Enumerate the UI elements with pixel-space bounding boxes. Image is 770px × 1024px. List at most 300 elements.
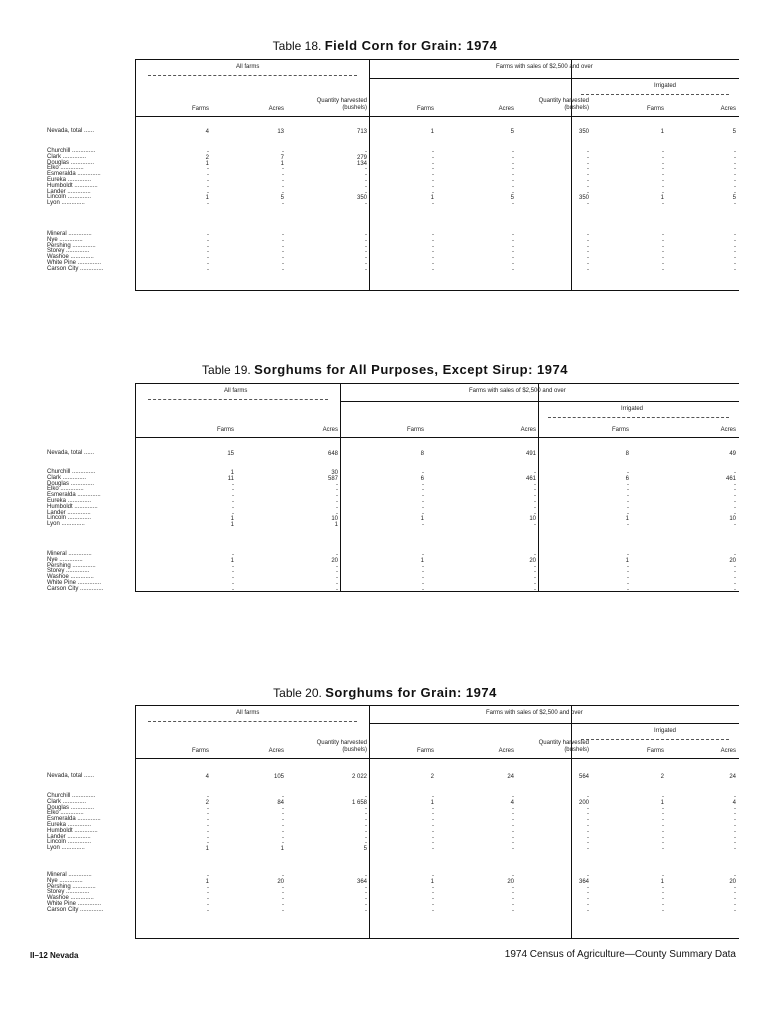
- t19-cell: -: [627, 487, 629, 494]
- t20-cell: -: [587, 817, 589, 824]
- t20-cell: -: [207, 828, 209, 835]
- t20-cell: -: [432, 840, 434, 847]
- t19-cell: -: [422, 522, 424, 529]
- t19-group-irrigated-rule: [548, 417, 729, 418]
- t18-cell: -: [587, 189, 589, 196]
- t18-col-header: Quantity harvested (bushels): [538, 98, 589, 111]
- t20-cell: -: [662, 907, 664, 914]
- row-label-esmeralda: Esmeralda ..............: [47, 816, 101, 823]
- t18-cell: -: [734, 249, 736, 256]
- t18-cell: 1: [280, 160, 284, 167]
- t20-cell: -: [207, 884, 209, 891]
- table-19: [135, 383, 739, 592]
- t20-cell: -: [282, 811, 284, 818]
- t19-cell: -: [734, 522, 736, 529]
- t19-cell: -: [627, 569, 629, 576]
- row-label-eureka: Eureka ..............: [47, 177, 92, 183]
- row-label-lyon: Lyon ..............: [47, 845, 85, 852]
- t20-cell: -: [734, 907, 736, 914]
- t20-cell: -: [512, 823, 514, 829]
- t18-cell: -: [662, 232, 664, 238]
- table-20-name: Sorghums for Grain: 1974: [325, 685, 497, 700]
- t20-cell: -: [734, 840, 736, 847]
- t20-cell: -: [282, 884, 284, 891]
- row-label-clark: Clark ..............: [47, 474, 87, 481]
- t18-group-irrigated: Irrigated: [654, 83, 677, 89]
- t19-cell: -: [336, 510, 338, 517]
- t19-cell: -: [734, 499, 736, 505]
- t18-cell: 7: [280, 154, 284, 161]
- t20-cell: 2: [205, 799, 209, 806]
- row-label-lander: Lander ..............: [47, 509, 91, 516]
- t18-cell: -: [512, 154, 514, 161]
- row-label-mineral: Mineral ..............: [47, 231, 92, 237]
- t18-cell: -: [282, 249, 284, 256]
- t19-cell: 20: [729, 557, 736, 564]
- t20-cell: -: [365, 828, 367, 835]
- t20-cell: -: [512, 846, 514, 853]
- t20-cell: -: [587, 902, 589, 908]
- t18-cell: -: [662, 201, 664, 208]
- t19-cell: -: [422, 499, 424, 505]
- t18-cell: -: [432, 154, 434, 161]
- t18-col-header: Farms: [192, 106, 209, 112]
- t20-cell: -: [662, 794, 664, 800]
- t20-cell: -: [365, 811, 367, 818]
- t18-cell: -: [662, 149, 664, 155]
- t18-cell: 350: [356, 195, 367, 202]
- t20-cell: 1: [660, 878, 664, 885]
- row-label-lyon: Lyon ..............: [47, 521, 85, 528]
- t20-cell: -: [587, 834, 589, 841]
- t20-cell: -: [587, 846, 589, 853]
- t19-cell: 15: [227, 451, 234, 457]
- t18-cell: -: [365, 172, 367, 179]
- row-label-mineral: Mineral ..............: [47, 872, 92, 878]
- t18-cell: -: [662, 166, 664, 173]
- t18-cell: -: [282, 255, 284, 262]
- t18-cell: -: [432, 232, 434, 238]
- t20-cell: -: [432, 846, 434, 853]
- t20-header-rule: [136, 758, 739, 759]
- table-20-number: Table 20.: [273, 686, 322, 700]
- t19-cell: 10: [331, 516, 338, 523]
- t19-cell: -: [336, 586, 338, 593]
- t19-group-all-farms-rule: [148, 399, 328, 400]
- t20-cell: -: [512, 834, 514, 841]
- t18-cell: -: [282, 149, 284, 155]
- t20-cell: -: [662, 902, 664, 908]
- t20-cell: -: [734, 817, 736, 824]
- t20-cell: -: [365, 884, 367, 891]
- row-label-storey: Storey ..............: [47, 248, 90, 255]
- t18-cell: -: [432, 160, 434, 167]
- t19-cell: 49: [729, 451, 736, 457]
- t20-cell: -: [432, 890, 434, 897]
- t20-cell: -: [662, 884, 664, 891]
- t18-cell: 13: [277, 129, 284, 135]
- t19-cell: 491: [525, 451, 536, 457]
- t18-cell: -: [207, 201, 209, 208]
- t18-cell: -: [512, 149, 514, 155]
- t18-col-header: Farms: [647, 106, 664, 112]
- t20-cell: -: [432, 896, 434, 903]
- t20-cell: -: [432, 902, 434, 908]
- t20-cell: -: [662, 896, 664, 903]
- row-label-nye: Nye ..............: [47, 877, 83, 884]
- t18-cell: -: [432, 172, 434, 179]
- t18-cell: -: [512, 166, 514, 173]
- t19-cell: -: [534, 493, 536, 500]
- t18-group-rule: [369, 78, 739, 79]
- t20-cell: 1: [430, 878, 434, 885]
- t20-cell: 4: [205, 774, 209, 780]
- t18-cell: -: [365, 149, 367, 155]
- t18-cell: -: [512, 172, 514, 179]
- t20-cell: -: [734, 890, 736, 897]
- t20-col-header: Acres: [498, 748, 514, 754]
- t20-cell: -: [734, 828, 736, 835]
- t20-cell: -: [282, 794, 284, 800]
- t20-cell: -: [207, 890, 209, 897]
- t19-cell: -: [422, 563, 424, 570]
- t18-cell: -: [587, 172, 589, 179]
- t19-cell: -: [232, 493, 234, 500]
- t18-cell: -: [432, 189, 434, 196]
- t20-group-all-farms-rule: [148, 721, 357, 722]
- t18-cell: -: [207, 166, 209, 173]
- t20-cell: 20: [729, 878, 736, 885]
- t19-cell: -: [422, 493, 424, 500]
- t19-cell: -: [232, 552, 234, 558]
- t19-cell: 1: [230, 522, 234, 529]
- t19-cell: -: [734, 504, 736, 511]
- t20-cell: -: [662, 811, 664, 818]
- t19-group-rule: [340, 401, 739, 402]
- t18-cell: -: [512, 266, 514, 273]
- t20-col-header: Farms: [192, 748, 209, 754]
- t19-cell: -: [336, 481, 338, 488]
- t19-cell: -: [422, 569, 424, 576]
- t20-cell: 4: [732, 799, 736, 806]
- t20-cell: -: [282, 890, 284, 897]
- t20-col-header: Acres: [268, 748, 284, 754]
- t20-cell: -: [734, 811, 736, 818]
- t18-cell: -: [734, 243, 736, 250]
- t20-cell: 364: [356, 878, 367, 885]
- t20-cell: -: [512, 828, 514, 835]
- t20-cell: -: [662, 846, 664, 853]
- t18-cell: -: [662, 249, 664, 256]
- t20-cell: -: [207, 840, 209, 847]
- t19-cell: 8: [420, 451, 424, 457]
- row-label-lincoln: Lincoln ..............: [47, 515, 92, 522]
- t19-cell: -: [734, 552, 736, 558]
- row-label-churchill: Churchill ..............: [47, 148, 96, 154]
- t19-cell: -: [232, 581, 234, 587]
- t19-cell: -: [627, 493, 629, 500]
- t18-cell: -: [587, 255, 589, 262]
- t18-cell: -: [734, 183, 736, 190]
- t18-cell: -: [432, 166, 434, 173]
- t20-cell: -: [587, 823, 589, 829]
- t20-cell: -: [512, 890, 514, 897]
- t20-cell: -: [432, 794, 434, 800]
- t18-cell: -: [365, 255, 367, 262]
- t18-cell: -: [734, 261, 736, 267]
- t18-group-all-farms: All farms: [236, 64, 260, 70]
- table-20: [135, 705, 739, 939]
- t20-cell: -: [365, 823, 367, 829]
- t18-cell: 713: [356, 129, 367, 135]
- row-label-elko: Elko ..............: [47, 486, 84, 493]
- t20-cell: -: [432, 805, 434, 812]
- t20-cell: 200: [578, 799, 589, 806]
- t18-cell: 350: [578, 195, 589, 202]
- t20-cell: 84: [277, 799, 284, 806]
- t19-col-header: Acres: [720, 427, 736, 433]
- t20-cell: -: [282, 902, 284, 908]
- t20-cell: -: [662, 840, 664, 847]
- t20-cell: -: [512, 873, 514, 879]
- row-label-washoe: Washoe ..............: [47, 574, 94, 581]
- t19-cell: -: [336, 499, 338, 505]
- t18-cell: -: [432, 201, 434, 208]
- t18-cell: -: [282, 178, 284, 184]
- t18-cell: -: [662, 178, 664, 184]
- t20-cell: -: [662, 823, 664, 829]
- t19-cell: -: [534, 510, 536, 517]
- table-20-title: [0, 685, 770, 700]
- t20-cell: -: [365, 896, 367, 903]
- t20-cell: 20: [277, 878, 284, 885]
- t20-cell: -: [734, 794, 736, 800]
- t20-cell: -: [587, 811, 589, 818]
- t18-cell: -: [207, 249, 209, 256]
- row-label-esmeralda: Esmeralda ..............: [47, 492, 101, 499]
- t19-cell: -: [232, 563, 234, 570]
- t18-cell: -: [282, 183, 284, 190]
- t20-cell: -: [587, 805, 589, 812]
- t19-cell: -: [627, 581, 629, 587]
- t20-col-header: Farms: [647, 748, 664, 754]
- t19-cell: -: [336, 487, 338, 494]
- t20-cell: 1 658: [351, 799, 367, 806]
- row-label-churchill: Churchill ..............: [47, 793, 96, 799]
- t18-cell: -: [587, 232, 589, 238]
- t20-cell: -: [365, 902, 367, 908]
- t18-cell: -: [734, 266, 736, 273]
- t20-cell: -: [207, 794, 209, 800]
- t19-cell: -: [422, 481, 424, 488]
- t19-cell: -: [734, 575, 736, 582]
- table-19-name: Sorghums for All Purposes, Except Sirup: 1974: [254, 362, 568, 377]
- row-label-douglas: Douglas ..............: [47, 480, 95, 487]
- t20-group-rule: [369, 723, 739, 724]
- t19-cell: -: [734, 470, 736, 476]
- t18-cell: 5: [732, 195, 736, 202]
- row-label-pershing: Pershing ..............: [47, 562, 96, 569]
- row-label-lyon: Lyon ..............: [47, 200, 85, 207]
- t19-group-sales: Farms with sales of $2,500 and over: [469, 388, 566, 394]
- t18-cell: -: [365, 237, 367, 244]
- t18-cell: -: [282, 261, 284, 267]
- t19-cell: -: [534, 552, 536, 558]
- row-label-white-pine: White Pine ..............: [47, 260, 102, 266]
- t20-group-irrigated-rule: [581, 739, 729, 740]
- t20-cell: -: [734, 884, 736, 891]
- t19-cell: -: [734, 481, 736, 488]
- t18-cell: -: [734, 154, 736, 161]
- t18-cell: -: [734, 160, 736, 167]
- row-label-nevada-total: Nevada, total ......: [47, 450, 95, 456]
- t20-cell: -: [432, 834, 434, 841]
- t20-cell: 2: [660, 774, 664, 780]
- row-label-nevada-total: Nevada, total ......: [47, 128, 95, 134]
- t18-cell: -: [587, 160, 589, 167]
- t18-cell: -: [512, 201, 514, 208]
- t20-cell: -: [207, 805, 209, 812]
- t20-cell: -: [587, 873, 589, 879]
- t18-cell: -: [432, 243, 434, 250]
- t19-cell: -: [627, 522, 629, 529]
- row-label-douglas: Douglas ..............: [47, 804, 95, 811]
- t18-cell: 1: [660, 129, 664, 135]
- t19-cell: -: [336, 575, 338, 582]
- t20-cell: -: [365, 873, 367, 879]
- t20-cell: -: [282, 840, 284, 847]
- t19-cell: -: [627, 552, 629, 558]
- t19-cell: 6: [625, 475, 629, 482]
- t18-group-irrigated-rule: [581, 94, 729, 95]
- t20-cell: -: [662, 828, 664, 835]
- t18-cell: -: [734, 178, 736, 184]
- t20-cell: 2 022: [351, 774, 367, 780]
- t18-cell: -: [734, 166, 736, 173]
- t18-cell: 2: [205, 154, 209, 161]
- t19-col-header: Farms: [407, 427, 424, 433]
- t20-cell: -: [662, 873, 664, 879]
- t20-cell: -: [207, 896, 209, 903]
- t20-cell: -: [282, 823, 284, 829]
- t20-cell: -: [207, 817, 209, 824]
- t18-col-header: Quantity harvested (bushels): [316, 98, 367, 111]
- t18-group-all-farms-rule: [148, 75, 357, 76]
- t19-cell: -: [627, 504, 629, 511]
- t18-cell: -: [432, 255, 434, 262]
- t19-cell: -: [534, 487, 536, 494]
- t20-cell: -: [587, 884, 589, 891]
- t19-cell: -: [336, 563, 338, 570]
- table-18-name: Field Corn for Grain: 1974: [324, 38, 498, 53]
- t20-cell: -: [207, 823, 209, 829]
- t20-cell: -: [512, 907, 514, 914]
- t19-cell: 461: [525, 475, 536, 482]
- t20-cell: -: [365, 794, 367, 800]
- t20-cell: -: [432, 811, 434, 818]
- t20-cell: -: [734, 805, 736, 812]
- t18-cell: -: [207, 243, 209, 250]
- t20-cell: -: [282, 817, 284, 824]
- t18-cell: -: [587, 178, 589, 184]
- row-label-storey: Storey ..............: [47, 568, 90, 575]
- t20-col-divider: [369, 706, 370, 938]
- t18-cell: -: [512, 189, 514, 196]
- t19-cell: -: [232, 575, 234, 582]
- t19-col-divider: [340, 384, 341, 591]
- t18-col-header: Acres: [720, 106, 736, 112]
- t18-col-header: Farms: [417, 106, 434, 112]
- t20-cell: 1: [660, 799, 664, 806]
- t18-cell: -: [207, 261, 209, 267]
- row-label-pershing: Pershing ..............: [47, 883, 96, 890]
- t19-cell: 1: [625, 557, 629, 564]
- t19-cell: -: [534, 504, 536, 511]
- t19-cell: -: [534, 522, 536, 529]
- table-19-title: [0, 362, 770, 377]
- t20-cell: -: [432, 907, 434, 914]
- t19-cell: -: [534, 499, 536, 505]
- row-label-clark: Clark ..............: [47, 153, 87, 160]
- row-label-clark: Clark ..............: [47, 798, 87, 805]
- t18-cell: 5: [280, 195, 284, 202]
- t18-cell: -: [207, 178, 209, 184]
- t19-cell: 30: [331, 470, 338, 476]
- t20-cell: -: [662, 890, 664, 897]
- t18-cell: -: [734, 172, 736, 179]
- t18-cell: -: [662, 160, 664, 167]
- t19-cell: 1: [230, 557, 234, 564]
- t18-cell: -: [432, 266, 434, 273]
- table-18: [135, 59, 739, 291]
- t19-cell: -: [534, 481, 536, 488]
- t19-cell: -: [422, 510, 424, 517]
- t18-cell: -: [432, 249, 434, 256]
- t20-cell: -: [432, 828, 434, 835]
- t18-col-divider: [369, 60, 370, 290]
- t20-cell: -: [734, 873, 736, 879]
- t19-col-header: Acres: [520, 427, 536, 433]
- t18-cell: -: [432, 237, 434, 244]
- t20-cell: -: [207, 902, 209, 908]
- t20-cell: -: [365, 834, 367, 841]
- t20-group-irrigated: Irrigated: [654, 728, 677, 734]
- row-label-esmeralda: Esmeralda ..............: [47, 171, 101, 178]
- row-label-lincoln: Lincoln ..............: [47, 194, 92, 201]
- t18-header-rule: [136, 116, 739, 117]
- t19-cell: 461: [725, 475, 736, 482]
- t19-cell: -: [422, 487, 424, 494]
- t19-cell: -: [734, 493, 736, 500]
- t20-cell: -: [587, 828, 589, 835]
- t19-col-header: Farms: [612, 427, 629, 433]
- t19-cell: -: [336, 493, 338, 500]
- t20-cell: -: [662, 834, 664, 841]
- t20-cell: -: [587, 890, 589, 897]
- page-source: 1974 Census of Agriculture—County Summary Data: [504, 949, 736, 960]
- t18-cell: -: [365, 189, 367, 196]
- t18-cell: 4: [205, 129, 209, 135]
- t20-cell: -: [365, 805, 367, 812]
- t20-cell: -: [587, 907, 589, 914]
- t18-cell: 1: [430, 129, 434, 135]
- t19-cell: 1: [230, 470, 234, 476]
- t18-cell: -: [662, 154, 664, 161]
- row-label-washoe: Washoe ..............: [47, 254, 94, 261]
- t18-cell: -: [282, 266, 284, 273]
- t18-cell: 1: [205, 195, 209, 202]
- t18-cell: -: [365, 266, 367, 273]
